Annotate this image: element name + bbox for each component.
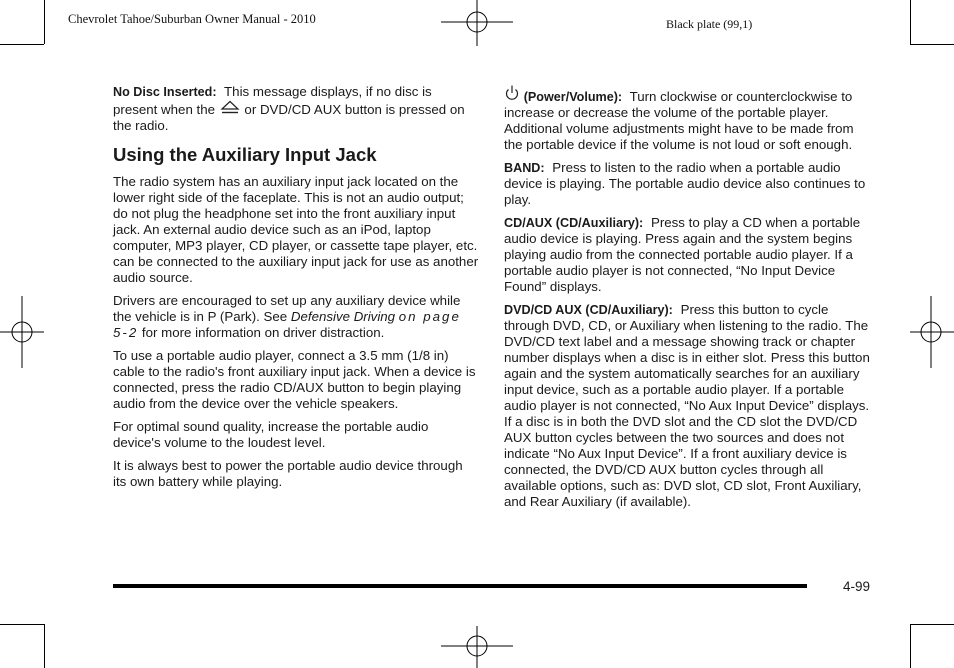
connect-player-paragraph: To use a portable audio player, connect a 3.5 mm (1/8 in) cable to the radio's front auxiliary input jack. When a device is connected, press the radio CD/AUX button to begin playing audio from the device over the vehicle speakers. [113, 348, 476, 411]
power-icon [504, 84, 520, 102]
manual-title: Chevrolet Tahoe/Suburban Owner Manual - 2010 [68, 12, 316, 26]
aux-jack-paragraph: The radio system has an auxiliary input jack located on the lower right side of the faceplate. This is not an audio output; do not plug the headphone set into the front auxiliary input jack. An external audio device such as an iPod, laptop computer, MP3 player, CD player, or cassette tape player, etc. can be connected to the auxiliary input jack for use as another audio source. [113, 174, 479, 285]
left-column [113, 84, 479, 497]
cd-aux-label: CD/AUX (CD/Auxiliary): [504, 216, 644, 230]
distraction-text-b: for more information on driver distraction. [141, 325, 385, 340]
driver-distraction-paragraph [113, 293, 479, 341]
dvd-cd-aux-text: Press this button to cycle through DVD, CD, or Auxiliary when listening to the radio. The DVD/CD text label and a message showing track or chapter number displays when a disc is in either slot. Press this button again and the system automatically searches for an auxiliary input device, such as a portable audio player. If a portable audio player is not connected, “No Aux Input Device” displays. If a disc is in both the DVD slot and the CD slot the DVD/CD AUX button cycles between the two sources and does not indicate “No Aux Input Device”. If a front auxiliary device is connected, the DVD/CD AUX button cycles through all available options, such as: DVD slot, CD slot, Front Auxiliary, and Rear Auxiliary (if available). [504, 302, 870, 509]
section-heading: Using the Auxiliary Input Jack [113, 144, 377, 165]
defensive-driving-page-link[interactable]: on page 5-2 [113, 309, 461, 340]
registration-mark-icon [908, 296, 954, 368]
cd-aux-paragraph [504, 215, 870, 295]
registration-mark-icon [441, 0, 513, 48]
crop-mark-icon [0, 624, 44, 625]
crop-mark-icon [910, 624, 954, 625]
no-disc-text-b: or DVD/CD AUX button is pressed on the radio. [113, 102, 465, 133]
crop-mark-icon [44, 624, 45, 668]
cd-aux-text: Press to play a CD when a portable audio device is playing. Press again and the system begins playing audio from the connected portable audio player. If a portable audio player is not connected, “No Input Device Found” displays. [504, 215, 861, 294]
dvd-cd-aux-label: DVD/CD AUX (CD/Auxiliary): [504, 303, 673, 317]
band-label: BAND: [504, 161, 545, 175]
defensive-driving-link[interactable]: Defensive Driving [290, 309, 396, 324]
crop-mark-icon [910, 624, 911, 668]
registration-mark-icon [0, 296, 48, 368]
dvd-cd-aux-paragraph [504, 302, 870, 510]
crop-mark-icon [910, 0, 911, 44]
plate-label: Black plate (99,1) [666, 17, 753, 31]
footer-rule [113, 584, 807, 588]
page-number: 4-99 [843, 579, 871, 594]
crop-mark-icon [0, 44, 44, 45]
registration-mark-icon [441, 624, 513, 668]
eject-icon [219, 100, 241, 116]
power-volume-label: (Power/Volume): [523, 90, 623, 104]
distraction-text-a: Drivers are encouraged to set up any auxiliary device while the vehicle is in P (Park). See [113, 293, 461, 324]
band-paragraph [504, 160, 870, 208]
no-disc-paragraph [113, 84, 479, 134]
sound-quality-paragraph: For optimal sound quality, increase the portable audio device's volume to the loudest level. [113, 419, 429, 450]
no-disc-label: No Disc Inserted: [113, 85, 217, 99]
battery-paragraph: It is always best to power the portable audio device through its own battery while playing. [113, 458, 463, 489]
crop-mark-icon [44, 0, 45, 44]
power-volume-text: Turn clockwise or counterclockwise to increase or decrease the volume of the portable player. Additional volume adjustments might have to be made from the portable device if the volume is not loud or soft enough. [504, 89, 854, 152]
no-disc-text-a: This message displays, if no disc is present when the [113, 84, 432, 117]
power-volume-paragraph [504, 84, 870, 153]
crop-mark-icon [910, 44, 954, 45]
band-text: Press to listen to the radio when a portable audio device is playing. The portable audio device also continues to play. [504, 160, 866, 207]
right-column [504, 84, 870, 517]
